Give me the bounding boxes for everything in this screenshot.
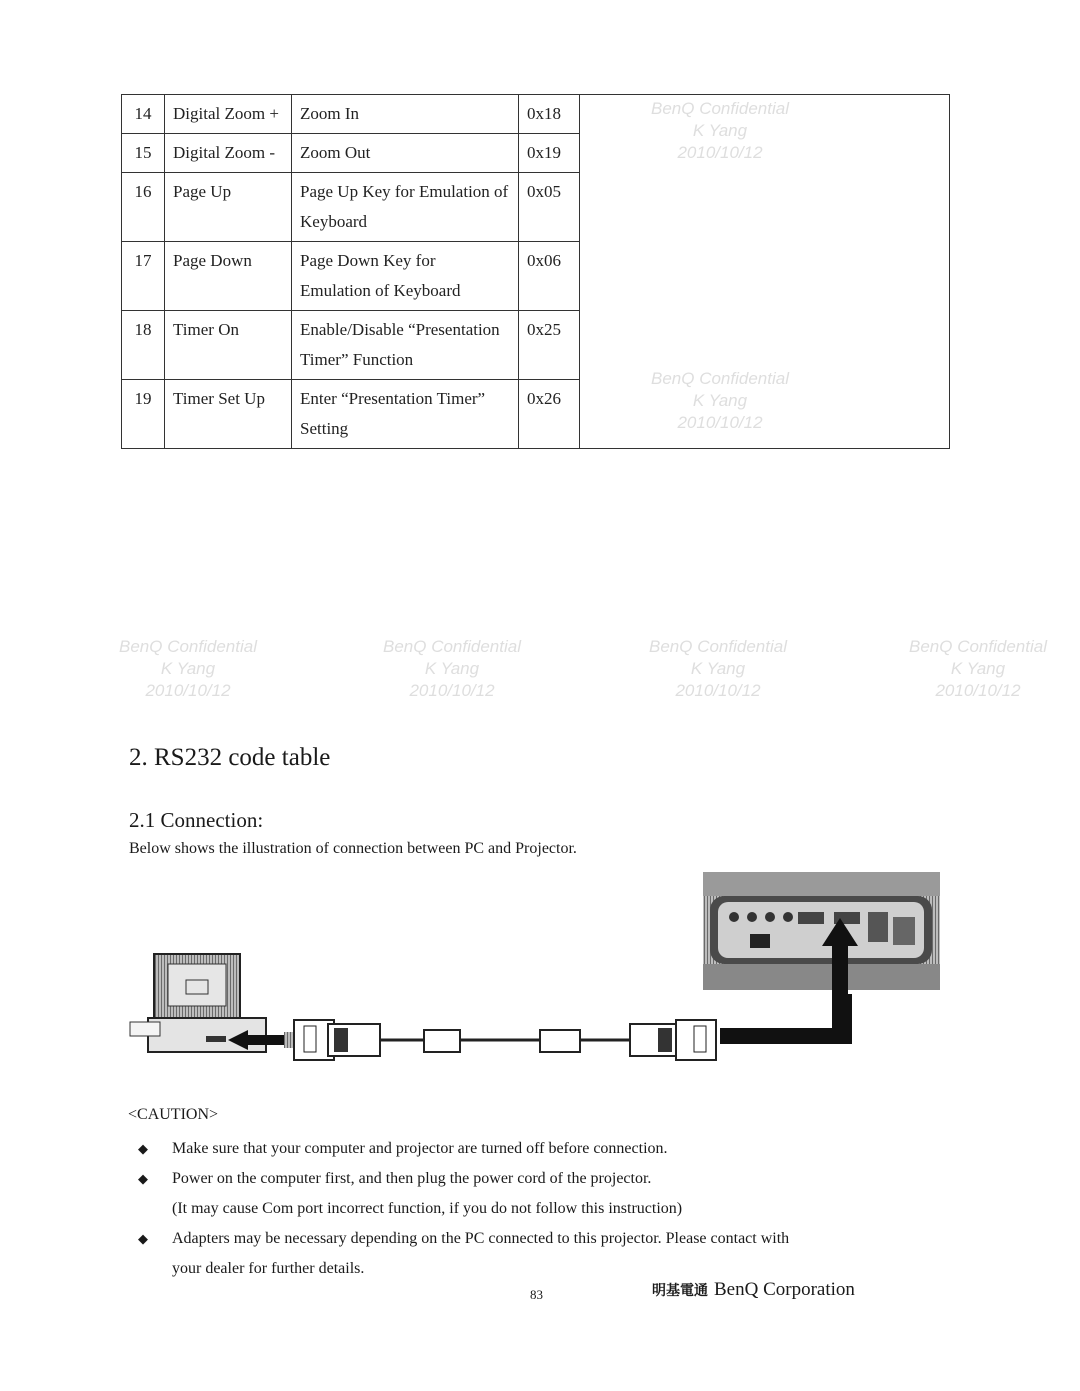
diamond-bullet-icon: ◆: [138, 1231, 148, 1246]
caution-list: [138, 1134, 938, 1284]
caution-title: <CAUTION>: [128, 1106, 219, 1123]
watermark: BenQ Confidential K Yang 2010/10/12: [651, 369, 789, 432]
row-number: 17: [122, 242, 165, 311]
watermark: BenQ Confidential K Yang 2010/10/12: [649, 637, 787, 700]
caution-note: (It may cause Com port incorrect function, if you do not follow this instruction): [172, 1200, 683, 1217]
row-code: 0x18: [519, 95, 580, 134]
rs232-command-table: [121, 94, 950, 449]
watermark: BenQ Confidential K Yang 2010/10/12: [383, 637, 521, 700]
row-function: Timer On: [165, 311, 292, 380]
row-description: Enable/Disable “Presentation Timer” Function: [292, 311, 519, 380]
row-description: Page Up Key for Emulation of Keyboard: [292, 173, 519, 242]
watermark: BenQ Confidential K Yang 2010/10/12: [909, 637, 1047, 700]
intro-text: Below shows the illustration of connection between PC and Projector.: [129, 840, 577, 857]
row-description: Page Down Key for Emulation of Keyboard: [292, 242, 519, 311]
projector-image: [703, 872, 940, 990]
row-number: 15: [122, 134, 165, 173]
row-code: 0x25: [519, 311, 580, 380]
row-number: 16: [122, 173, 165, 242]
company-name: BenQ Corporation: [714, 1279, 855, 1300]
row-number: 19: [122, 380, 165, 449]
row-number: 14: [122, 95, 165, 134]
diamond-bullet-icon: ◆: [138, 1171, 148, 1186]
watermark: BenQ Confidential K Yang 2010/10/12: [651, 99, 789, 162]
subsection-heading: 2.1 Connection:: [129, 808, 264, 832]
footer-company: [652, 1279, 855, 1301]
list-item: ◆ Power on the computer first, and then plug the power cord of the projector.: [138, 1164, 938, 1194]
row-number: 18: [122, 311, 165, 380]
list-item: ◆ Make sure that your computer and projector are turned off before connection.: [138, 1134, 938, 1164]
row-code: 0x26: [519, 380, 580, 449]
list-item: ◆ Adapters may be necessary depending on the PC connected to this projector. Please contact with: [138, 1224, 938, 1254]
diamond-bullet-icon: ◆: [138, 1141, 148, 1156]
row-description: Zoom Out: [292, 134, 519, 173]
row-code: 0x05: [519, 173, 580, 242]
table-blank-column: [580, 95, 950, 449]
row-code: 0x06: [519, 242, 580, 311]
row-function: Digital Zoom +: [165, 95, 292, 134]
section-heading: 2. RS232 code table: [129, 744, 331, 771]
page-number: 83: [530, 1287, 543, 1302]
row-function: Digital Zoom -: [165, 134, 292, 173]
serial-cable-image: [284, 1020, 716, 1060]
row-description: Zoom In: [292, 95, 519, 134]
row-function: Page Down: [165, 242, 292, 311]
row-description: Enter “Presentation Timer” Setting: [292, 380, 519, 449]
company-name-chinese: 明基電通: [652, 1283, 708, 1299]
connection-illustration: [128, 872, 940, 1072]
table-row: [122, 95, 950, 134]
caution-continuation: your dealer for further details.: [172, 1260, 365, 1277]
row-function: Page Up: [165, 173, 292, 242]
row-function: Timer Set Up: [165, 380, 292, 449]
watermark: BenQ Confidential K Yang 2010/10/12: [119, 637, 257, 700]
row-code: 0x19: [519, 134, 580, 173]
